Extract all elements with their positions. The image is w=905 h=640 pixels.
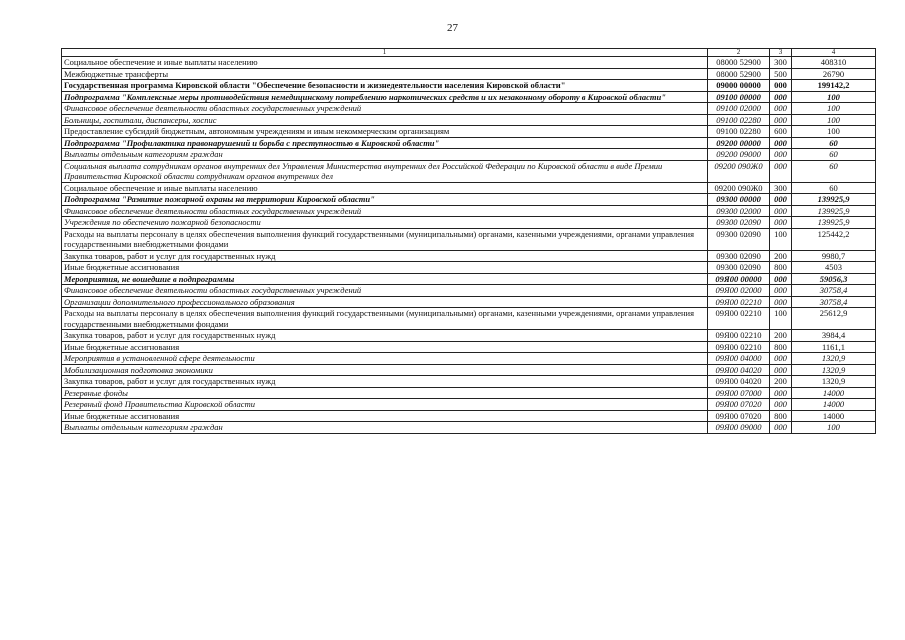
row-vr-code: 000 bbox=[770, 114, 792, 126]
table-row bbox=[62, 182, 876, 194]
row-csr-code: 09Я00 02210 bbox=[708, 308, 770, 330]
row-vr-code: 000 bbox=[770, 149, 792, 161]
row-vr-code: 000 bbox=[770, 296, 792, 308]
row-csr-code: 09Я00 04020 bbox=[708, 364, 770, 376]
row-csr-code: 09Я00 00000 bbox=[708, 273, 770, 285]
row-csr-code: 09100 02000 bbox=[708, 103, 770, 115]
row-name: Социальное обеспечение и иные выплаты населению bbox=[62, 57, 708, 69]
row-amount: 1161,1 bbox=[792, 341, 876, 353]
row-name: Мероприятия в установленной сфере деятельности bbox=[62, 353, 708, 365]
row-amount: 14000 bbox=[792, 387, 876, 399]
row-amount: 14000 bbox=[792, 399, 876, 411]
row-amount: 125442,2 bbox=[792, 228, 876, 250]
page-number: 27 bbox=[447, 22, 458, 34]
row-csr-code: 09Я00 02210 bbox=[708, 330, 770, 342]
row-name: Финансовое обеспечение деятельности областных государственных учреждений bbox=[62, 205, 708, 217]
row-vr-code: 200 bbox=[770, 376, 792, 388]
row-name: Предоставление субсидий бюджетным, автономным учреждениям и иным некоммерческим организациям bbox=[62, 126, 708, 138]
row-name: Иные бюджетные ассигнования bbox=[62, 262, 708, 274]
row-csr-code: 09Я00 02210 bbox=[708, 341, 770, 353]
row-name: Расходы на выплаты персоналу в целях обеспечения выполнения функций государственными (муниципальными) органами, казенными учреждениями, органами управления государственными внебюджетными фондами bbox=[62, 308, 708, 330]
row-name: Государственная программа Кировской области "Обеспечение безопасности и жизнедеятельности населения Кировской области" bbox=[62, 80, 708, 92]
row-csr-code: 09Я00 07000 bbox=[708, 387, 770, 399]
table-row bbox=[62, 126, 876, 138]
column-header: 2 bbox=[708, 49, 770, 57]
table-row bbox=[62, 399, 876, 411]
row-amount: 100 bbox=[792, 114, 876, 126]
row-csr-code: 09Я00 07020 bbox=[708, 410, 770, 422]
table-row bbox=[62, 422, 876, 434]
row-amount: 60 bbox=[792, 182, 876, 194]
table-row bbox=[62, 68, 876, 80]
table-row bbox=[62, 410, 876, 422]
row-vr-code: 000 bbox=[770, 217, 792, 229]
table-row bbox=[62, 228, 876, 250]
row-vr-code: 000 bbox=[770, 137, 792, 149]
row-csr-code: 09200 09000 bbox=[708, 149, 770, 161]
row-vr-code: 000 bbox=[770, 103, 792, 115]
row-name: Резервный фонд Правительства Кировской области bbox=[62, 399, 708, 411]
row-amount: 100 bbox=[792, 91, 876, 103]
row-csr-code: 09300 02090 bbox=[708, 217, 770, 229]
row-amount: 1320,9 bbox=[792, 353, 876, 365]
table-row bbox=[62, 91, 876, 103]
row-amount: 199142,2 bbox=[792, 80, 876, 92]
row-amount: 408310 bbox=[792, 57, 876, 69]
row-csr-code: 09100 00000 bbox=[708, 91, 770, 103]
table-row bbox=[62, 285, 876, 297]
row-csr-code: 09Я00 02210 bbox=[708, 296, 770, 308]
table-row bbox=[62, 353, 876, 365]
table-row bbox=[62, 114, 876, 126]
row-amount: 60 bbox=[792, 160, 876, 182]
row-amount: 9980,7 bbox=[792, 250, 876, 262]
row-name: Мобилизационная подготовка экономики bbox=[62, 364, 708, 376]
row-amount: 3984,4 bbox=[792, 330, 876, 342]
row-name: Организации дополнительного профессионального образования bbox=[62, 296, 708, 308]
row-name: Подпрограмма "Комплексные меры противодействия немедицинскому потреблению наркотических средств и их незаконному обороту в Кировской области" bbox=[62, 91, 708, 103]
row-vr-code: 000 bbox=[770, 160, 792, 182]
table-row bbox=[62, 149, 876, 161]
row-amount: 100 bbox=[792, 103, 876, 115]
row-amount: 4503 bbox=[792, 262, 876, 274]
row-csr-code: 09200 090Ж0 bbox=[708, 160, 770, 182]
row-amount: 1320,9 bbox=[792, 376, 876, 388]
row-name: Социальное обеспечение и иные выплаты населению bbox=[62, 182, 708, 194]
row-vr-code: 000 bbox=[770, 353, 792, 365]
row-vr-code: 800 bbox=[770, 410, 792, 422]
row-name: Закупка товаров, работ и услуг для государственных нужд bbox=[62, 250, 708, 262]
row-amount: 60 bbox=[792, 137, 876, 149]
row-name: Выплаты отдельным категориям граждан bbox=[62, 149, 708, 161]
table-row bbox=[62, 273, 876, 285]
row-csr-code: 09100 02280 bbox=[708, 126, 770, 138]
row-vr-code: 300 bbox=[770, 182, 792, 194]
table-row bbox=[62, 137, 876, 149]
row-amount: 30758,4 bbox=[792, 296, 876, 308]
table-row bbox=[62, 364, 876, 376]
row-name: Социальная выплата сотрудникам органов внутренних дел Управления Министерства внутренних дел Российской Федерации по Кировской области в виде Премии Правительства Кировской области сотрудникам органов внутренних дел bbox=[62, 160, 708, 182]
row-name: Межбюджетные трансферты bbox=[62, 68, 708, 80]
table-header-row bbox=[62, 49, 876, 57]
row-csr-code: 09Я00 04020 bbox=[708, 376, 770, 388]
table-row bbox=[62, 308, 876, 330]
row-name: Подпрограмма "Профилактика правонарушений и борьба с преступностью в Кировской области" bbox=[62, 137, 708, 149]
row-vr-code: 200 bbox=[770, 330, 792, 342]
row-amount: 26790 bbox=[792, 68, 876, 80]
row-vr-code: 200 bbox=[770, 250, 792, 262]
table-row bbox=[62, 80, 876, 92]
row-vr-code: 000 bbox=[770, 285, 792, 297]
row-vr-code: 000 bbox=[770, 194, 792, 206]
table-row bbox=[62, 330, 876, 342]
row-csr-code: 09200 00000 bbox=[708, 137, 770, 149]
row-vr-code: 000 bbox=[770, 273, 792, 285]
row-amount: 139925,9 bbox=[792, 217, 876, 229]
row-vr-code: 000 bbox=[770, 205, 792, 217]
row-amount: 100 bbox=[792, 422, 876, 434]
table-row bbox=[62, 57, 876, 69]
row-csr-code: 09Я00 02000 bbox=[708, 285, 770, 297]
row-vr-code: 800 bbox=[770, 262, 792, 274]
row-amount: 59056,3 bbox=[792, 273, 876, 285]
row-name: Закупка товаров, работ и услуг для государственных нужд bbox=[62, 376, 708, 388]
row-name: Закупка товаров, работ и услуг для государственных нужд bbox=[62, 330, 708, 342]
row-csr-code: 09000 00000 bbox=[708, 80, 770, 92]
row-csr-code: 09300 02090 bbox=[708, 262, 770, 274]
row-csr-code: 09300 02090 bbox=[708, 250, 770, 262]
row-amount: 100 bbox=[792, 126, 876, 138]
row-vr-code: 600 bbox=[770, 126, 792, 138]
row-vr-code: 300 bbox=[770, 57, 792, 69]
row-name: Учреждения по обеспечению пожарной безопасности bbox=[62, 217, 708, 229]
row-csr-code: 09Я00 04000 bbox=[708, 353, 770, 365]
row-csr-code: 09Я00 09000 bbox=[708, 422, 770, 434]
row-csr-code: 09300 00000 bbox=[708, 194, 770, 206]
table-row bbox=[62, 160, 876, 182]
column-header: 3 bbox=[770, 49, 792, 57]
row-amount: 1320,9 bbox=[792, 364, 876, 376]
row-vr-code: 000 bbox=[770, 80, 792, 92]
row-name: Мероприятия, не вошедшие в подпрограммы bbox=[62, 273, 708, 285]
row-vr-code: 800 bbox=[770, 341, 792, 353]
row-name: Выплаты отдельным категориям граждан bbox=[62, 422, 708, 434]
row-csr-code: 09100 02280 bbox=[708, 114, 770, 126]
table-row bbox=[62, 205, 876, 217]
row-name: Больницы, госпитали, диспансеры, хоспис bbox=[62, 114, 708, 126]
row-csr-code: 09300 02090 bbox=[708, 228, 770, 250]
table-row bbox=[62, 250, 876, 262]
table-row bbox=[62, 217, 876, 229]
row-name: Иные бюджетные ассигнования bbox=[62, 341, 708, 353]
table-row bbox=[62, 376, 876, 388]
row-amount: 60 bbox=[792, 149, 876, 161]
table-row bbox=[62, 387, 876, 399]
row-name: Финансовое обеспечение деятельности областных государственных учреждений bbox=[62, 285, 708, 297]
row-name: Иные бюджетные ассигнования bbox=[62, 410, 708, 422]
row-csr-code: 09300 02000 bbox=[708, 205, 770, 217]
row-csr-code: 08000 52900 bbox=[708, 68, 770, 80]
row-amount: 14000 bbox=[792, 410, 876, 422]
row-amount: 139925,9 bbox=[792, 194, 876, 206]
row-vr-code: 000 bbox=[770, 91, 792, 103]
row-amount: 139925,9 bbox=[792, 205, 876, 217]
row-vr-code: 000 bbox=[770, 364, 792, 376]
table-row bbox=[62, 103, 876, 115]
row-name: Резервные фонды bbox=[62, 387, 708, 399]
row-vr-code: 500 bbox=[770, 68, 792, 80]
budget-table bbox=[61, 48, 876, 434]
row-amount: 30758,4 bbox=[792, 285, 876, 297]
column-header: 1 bbox=[62, 49, 708, 57]
row-vr-code: 100 bbox=[770, 308, 792, 330]
row-name: Финансовое обеспечение деятельности областных государственных учреждений bbox=[62, 103, 708, 115]
row-name: Расходы на выплаты персоналу в целях обеспечения выполнения функций государственными (муниципальными) органами, казенными учреждениями, органами управления государственными внебюджетными фондами bbox=[62, 228, 708, 250]
row-csr-code: 09200 090Ж0 bbox=[708, 182, 770, 194]
row-name: Подпрограмма "Развитие пожарной охраны на территории Кировской области" bbox=[62, 194, 708, 206]
table-row bbox=[62, 341, 876, 353]
row-vr-code: 000 bbox=[770, 399, 792, 411]
column-header: 4 bbox=[792, 49, 876, 57]
table-row bbox=[62, 194, 876, 206]
row-amount: 25612,9 bbox=[792, 308, 876, 330]
table-row bbox=[62, 262, 876, 274]
row-csr-code: 09Я00 07020 bbox=[708, 399, 770, 411]
table-row bbox=[62, 296, 876, 308]
row-vr-code: 000 bbox=[770, 422, 792, 434]
row-vr-code: 100 bbox=[770, 228, 792, 250]
row-vr-code: 000 bbox=[770, 387, 792, 399]
row-csr-code: 08000 52900 bbox=[708, 57, 770, 69]
